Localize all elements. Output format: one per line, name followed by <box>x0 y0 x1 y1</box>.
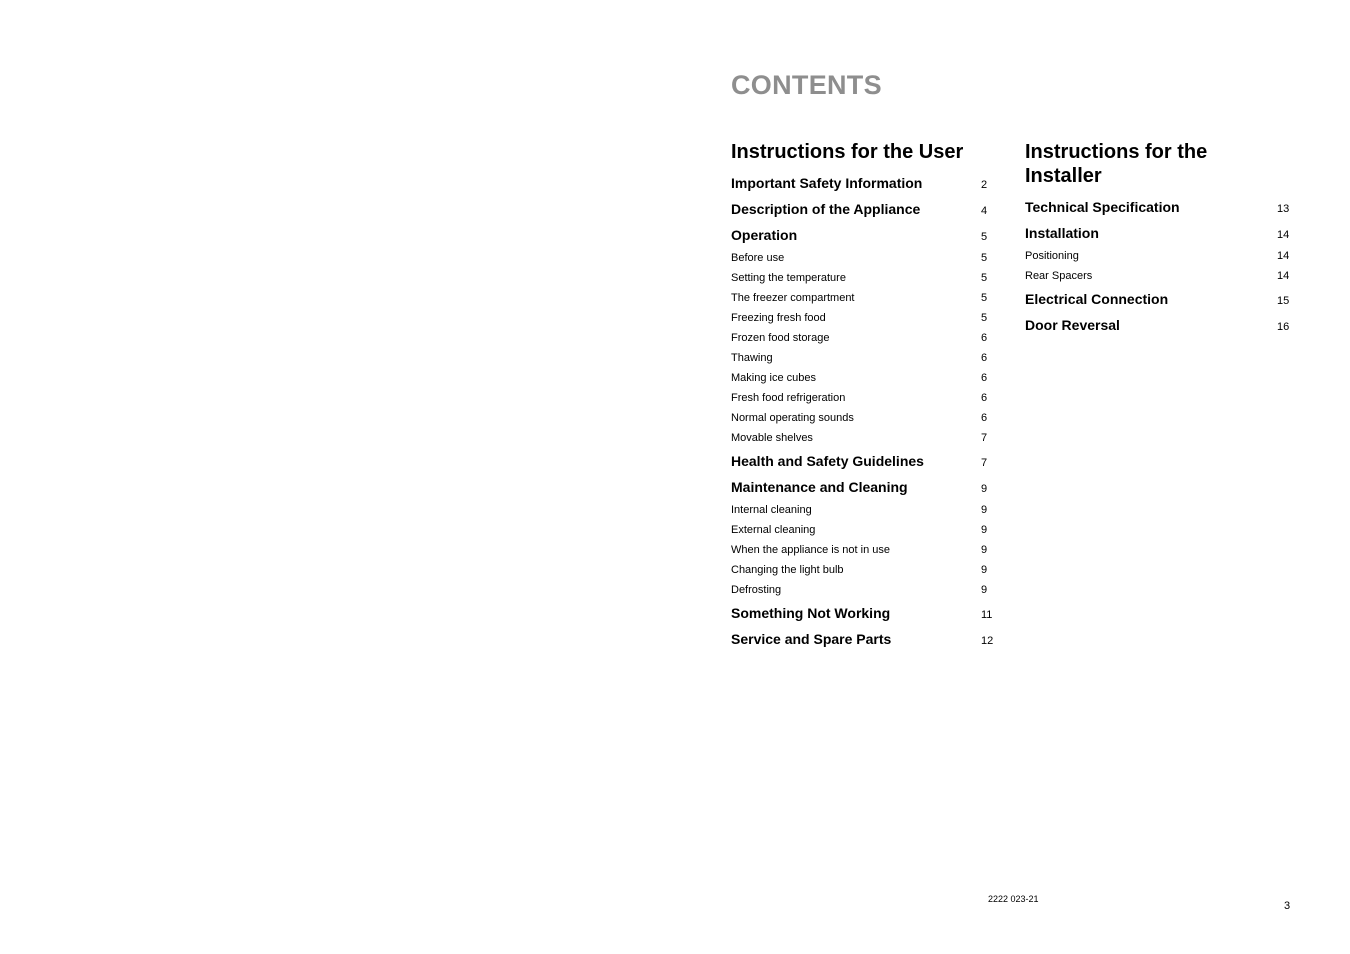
toc-section-entry <box>731 474 1001 500</box>
toc-entry-title: When the appliance is not in use <box>731 544 890 556</box>
toc-entry-page: 5 <box>981 231 988 243</box>
toc-entry-page: 4 <box>981 205 988 217</box>
toc-section-entry <box>731 448 1001 474</box>
toc-entry-title: Fresh food refrigeration <box>731 392 846 404</box>
toc-entry-page: 6 <box>981 412 988 424</box>
toc-entry-page: 9 <box>981 564 988 576</box>
toc-subsection-entry <box>731 408 1001 428</box>
toc-section-entry <box>1025 194 1295 220</box>
toc-entry-title: Technical Specification <box>1025 199 1180 215</box>
toc-subsection-entry <box>731 388 1001 408</box>
toc-entry-page: 12 <box>981 635 994 647</box>
toc-entry-page: 16 <box>1277 321 1290 333</box>
toc-entry-page: 9 <box>981 483 988 495</box>
toc-entry-page: 5 <box>981 272 988 284</box>
toc-entry-title: Important Safety Information <box>731 175 923 191</box>
toc-subsection-entry <box>731 268 1001 288</box>
user-section-heading: Instructions for the User <box>731 141 964 163</box>
toc-subsection-entry <box>1025 246 1295 266</box>
toc-section-entry <box>731 222 1001 248</box>
toc-subsection-entry <box>731 248 1001 268</box>
toc-section-entry <box>1025 220 1295 246</box>
toc-entry-title: Maintenance and Cleaning <box>731 479 908 495</box>
page-number: 3 <box>1284 900 1291 912</box>
toc-section-entry <box>1025 286 1295 312</box>
toc-subsection-entry <box>731 428 1001 448</box>
toc-entry-title: Thawing <box>731 352 773 364</box>
toc-entry-page: 6 <box>981 372 988 384</box>
toc-entry-page: 6 <box>981 352 988 364</box>
toc-entry-title: Electrical Connection <box>1025 291 1169 307</box>
toc-entry-title: Setting the temperature <box>731 272 846 284</box>
toc-entry-title: Before use <box>731 252 785 264</box>
toc-subsection-entry <box>731 328 1001 348</box>
toc-entry-title: Door Reversal <box>1025 317 1120 333</box>
toc-entry-page: 2 <box>981 179 988 191</box>
toc-entry-title: Service and Spare Parts <box>731 631 892 647</box>
toc-subsection-entry <box>731 348 1001 368</box>
toc-entry-title: Operation <box>731 227 798 243</box>
toc-entry-page: 14 <box>1277 229 1290 241</box>
toc-subsection-entry <box>731 520 1001 540</box>
installer-toc-list <box>1025 194 1295 338</box>
toc-entry-page: 6 <box>981 332 988 344</box>
toc-entry-title: Health and Safety Guidelines <box>731 453 924 469</box>
toc-entry-title: Frozen food storage <box>731 332 830 344</box>
toc-subsection-entry <box>731 308 1001 328</box>
user-toc-list <box>731 170 1001 652</box>
toc-entry-title: The freezer compartment <box>731 292 855 304</box>
toc-entry-page: 14 <box>1277 270 1290 282</box>
toc-entry-title: Changing the light bulb <box>731 564 844 576</box>
toc-entry-page: 7 <box>981 457 988 469</box>
toc-entry-page: 7 <box>981 432 988 444</box>
toc-subsection-entry <box>731 580 1001 600</box>
toc-entry-page: 14 <box>1277 250 1290 262</box>
toc-entry-title: Defrosting <box>731 584 782 596</box>
toc-entry-title: Rear Spacers <box>1025 270 1093 282</box>
toc-section-entry <box>731 626 1001 652</box>
toc-entry-title: Internal cleaning <box>731 504 812 516</box>
toc-subsection-entry <box>1025 266 1295 286</box>
toc-subsection-entry <box>731 500 1001 520</box>
page-title: CONTENTS <box>731 70 882 100</box>
installer-instructions-column <box>1025 140 1295 338</box>
toc-entry-title: Movable shelves <box>731 432 813 444</box>
toc-section-entry <box>731 170 1001 196</box>
toc-entry-title: Installation <box>1025 225 1099 241</box>
user-instructions-column <box>731 140 1001 652</box>
toc-entry-page: 5 <box>981 252 988 264</box>
toc-entry-page: 5 <box>981 312 988 324</box>
toc-entry-title: Description of the Appliance <box>731 201 921 217</box>
toc-entry-page: 9 <box>981 524 988 536</box>
toc-entry-page: 6 <box>981 392 988 404</box>
toc-entry-title: External cleaning <box>731 524 816 536</box>
toc-section-entry <box>731 600 1001 626</box>
toc-entry-page: 9 <box>981 584 988 596</box>
toc-entry-page: 13 <box>1277 203 1290 215</box>
toc-subsection-entry <box>731 368 1001 388</box>
toc-subsection-entry <box>731 540 1001 560</box>
toc-entry-page: 11 <box>981 609 993 621</box>
toc-entry-title: Normal operating sounds <box>731 412 854 424</box>
toc-entry-title: Something Not Working <box>731 605 891 621</box>
toc-entry-page: 15 <box>1277 295 1290 307</box>
installer-section-heading: Instructions for the Installer <box>1025 141 1208 187</box>
document-code: 2222 023-21 <box>988 894 1039 904</box>
toc-entry-title: Positioning <box>1025 250 1079 262</box>
toc-entry-page: 5 <box>981 292 988 304</box>
toc-section-entry <box>1025 312 1295 338</box>
toc-entry-page: 9 <box>981 544 988 556</box>
toc-subsection-entry <box>731 288 1001 308</box>
toc-entry-page: 9 <box>981 504 988 516</box>
toc-subsection-entry <box>731 560 1001 580</box>
toc-section-entry <box>731 196 1001 222</box>
toc-entry-title: Freezing fresh food <box>731 312 826 324</box>
toc-entry-title: Making ice cubes <box>731 372 816 384</box>
